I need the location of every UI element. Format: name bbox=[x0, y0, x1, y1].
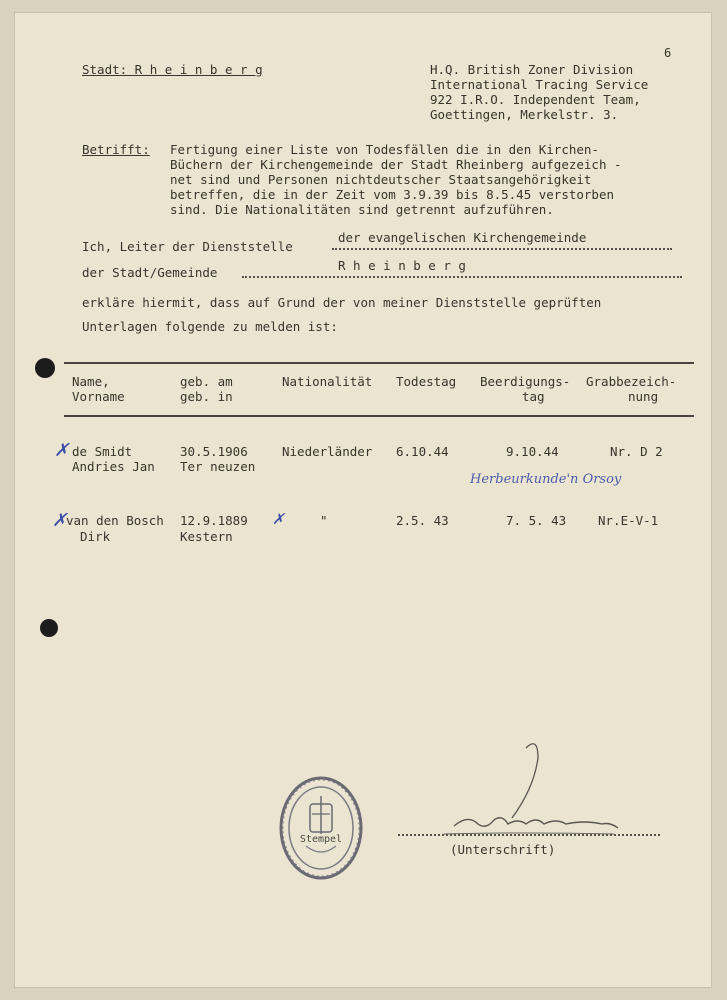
table-header-rule bbox=[64, 415, 694, 417]
row1-check-mark: ✗ bbox=[54, 440, 70, 461]
row2-grave: Nr.E-V-1 bbox=[598, 513, 659, 528]
th-grave-2: nung bbox=[628, 389, 659, 404]
signature-caption: (Unterschrift) bbox=[450, 842, 556, 857]
row2-check-mark: ✗ bbox=[52, 510, 68, 531]
th-born-1: geb. am bbox=[180, 374, 233, 389]
row2-born-2: Kestern bbox=[180, 529, 233, 544]
row2-born-1: 12.9.1889 bbox=[180, 513, 248, 528]
decl-office-dotline bbox=[332, 248, 672, 250]
punch-hole-upper bbox=[35, 358, 55, 378]
address-line-2: International Tracing Service bbox=[430, 77, 649, 92]
th-burial-1: Beerdigungs- bbox=[480, 374, 571, 389]
stamp-label: Stempel bbox=[299, 834, 343, 845]
address-line-3: 922 I.R.O. Independent Team, bbox=[430, 92, 641, 107]
row2-deathdate: 2.5. 43 bbox=[396, 513, 449, 528]
th-grave-1: Grabbezeich- bbox=[586, 374, 677, 389]
decl-office-fill: der evangelischen Kirchengemeinde bbox=[338, 230, 587, 245]
city-label: Stadt: R h e i n b e r g bbox=[82, 62, 263, 77]
decl-city-label: der Stadt/Gemeinde bbox=[82, 265, 218, 280]
th-name-2: Vorname bbox=[72, 389, 125, 404]
th-burial-2: tag bbox=[522, 389, 545, 404]
decl-city-fill: R h e i n b e r g bbox=[338, 258, 466, 273]
address-line-1: H.Q. British Zoner Division bbox=[430, 62, 634, 77]
punch-hole-lower bbox=[40, 619, 58, 637]
row2-name-2: Dirk bbox=[80, 529, 111, 544]
decl-line-3: erkläre hiermit, dass auf Grund der von meiner Dienststelle geprüften bbox=[82, 295, 602, 310]
subject-line-5: sind. Die Nationalitäten sind getrennt aufzuführen. bbox=[170, 202, 554, 217]
row2-nationality-mark: ✗ bbox=[272, 510, 285, 528]
row1-born-1: 30.5.1906 bbox=[180, 444, 248, 459]
th-born-2: geb. in bbox=[180, 389, 233, 404]
row2-name-1: van den Bosch bbox=[66, 513, 164, 528]
subject-line-4: betreffen, die in der Zeit vom 3.9.39 bis 8.5.45 verstorben bbox=[170, 187, 615, 202]
row1-burial: 9.10.44 bbox=[506, 444, 559, 459]
official-stamp bbox=[276, 774, 366, 882]
row1-handwritten-note: Herbeurkunde'n Orsoy bbox=[470, 472, 622, 487]
row1-born-2: Ter neuzen bbox=[180, 459, 256, 474]
row1-nationality: Niederländer bbox=[282, 444, 373, 459]
row2-nationality: " bbox=[320, 513, 328, 528]
th-nationality: Nationalität bbox=[282, 374, 373, 389]
signature bbox=[434, 728, 634, 838]
address-line-4: Goettingen, Merkelstr. 3. bbox=[430, 107, 619, 122]
decl-office-label: Ich, Leiter der Dienststelle bbox=[82, 239, 293, 254]
subject-line-1: Fertigung einer Liste von Todesfällen die in den Kirchen- bbox=[170, 142, 599, 157]
th-name-1: Name, bbox=[72, 374, 110, 389]
decl-line-4: Unterlagen folgende zu melden ist: bbox=[82, 319, 338, 334]
subject-label: Betrifft: bbox=[82, 142, 150, 157]
row1-deathdate: 6.10.44 bbox=[396, 444, 449, 459]
signature-dotline bbox=[398, 834, 660, 836]
row2-burial: 7. 5. 43 bbox=[506, 513, 567, 528]
decl-city-dotline bbox=[242, 276, 682, 278]
table-top-rule bbox=[64, 362, 694, 364]
th-deathdate: Todestag bbox=[396, 374, 457, 389]
row1-name-1: de Smidt bbox=[72, 444, 133, 459]
subject-line-2: Büchern der Kirchengemeinde der Stadt Rheinberg aufgezeich - bbox=[170, 157, 622, 172]
row1-grave: Nr. D 2 bbox=[610, 444, 663, 459]
row1-name-2: Andries Jan bbox=[72, 459, 155, 474]
document-sheet bbox=[14, 12, 712, 988]
subject-line-3: net sind und Personen nichtdeutscher Staatsangehörigkeit bbox=[170, 172, 592, 187]
page-number: 6 bbox=[664, 46, 672, 60]
